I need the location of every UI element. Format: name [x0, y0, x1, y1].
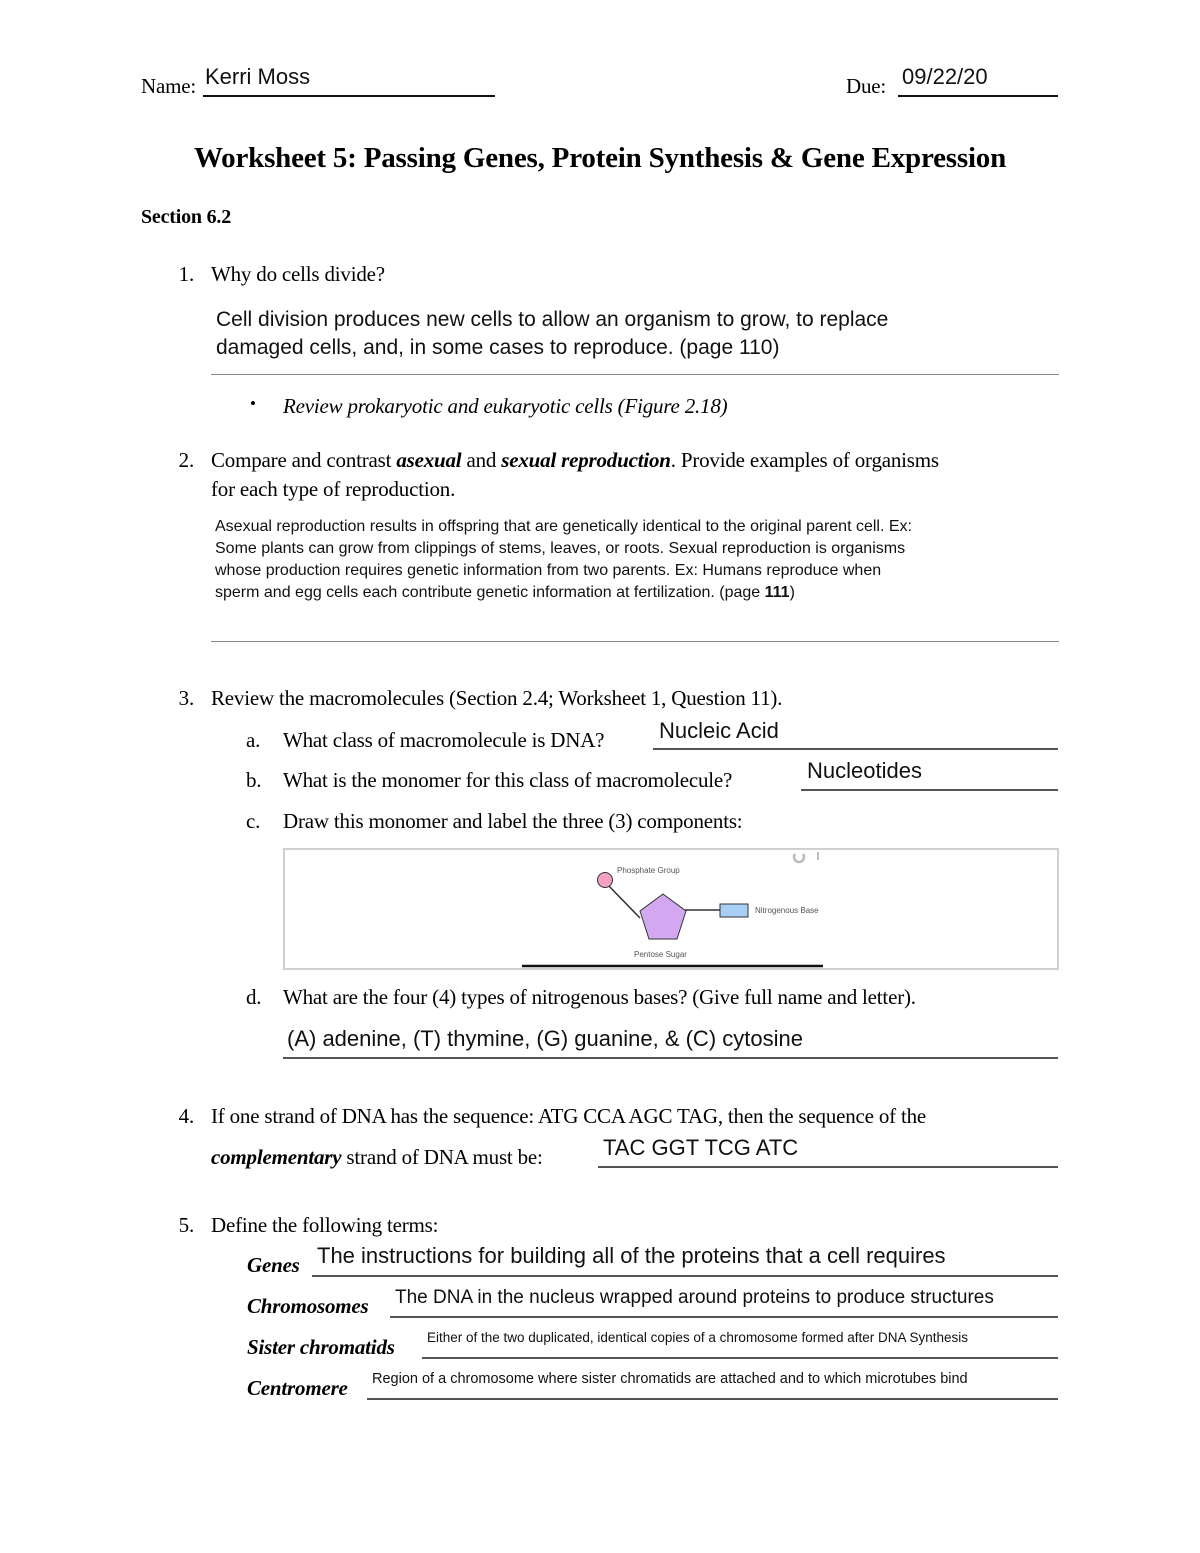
term-centromere: Centromere [247, 1376, 348, 1400]
q2-answer-line [211, 641, 1059, 642]
sugar-label: Pentose Sugar [634, 950, 687, 959]
genes-definition-field[interactable] [312, 1240, 1058, 1277]
phosphate-group-icon [598, 873, 613, 888]
sister-chromatids-definition-field[interactable] [422, 1324, 1058, 1359]
due-value: 09/22/20 [902, 64, 988, 89]
q3d-answer-field[interactable] [283, 1022, 1058, 1059]
q3a-question: What class of macromolecule is DNA? [283, 728, 605, 752]
chromosomes-definition-field[interactable] [390, 1283, 1058, 1318]
q2-answer-line3: whose production requires genetic information from two parents. Ex: Humans reproduce when [215, 562, 882, 579]
sister-chromatids-definition: Either of the two duplicated, identical copies of a chromosome formed after DNA Synthesis [427, 1330, 969, 1345]
q2-text-1: Compare and contrast [211, 448, 397, 472]
q2-question [211, 448, 939, 473]
q3b-answer-field[interactable] [801, 756, 1058, 791]
centromere-definition-field[interactable] [367, 1365, 1058, 1400]
q4-number: 4. [178, 1104, 194, 1128]
q2-answer-end: ) [789, 584, 795, 601]
section-heading: Section 6.2 [141, 206, 232, 228]
q1-answer-line2: damaged cells, and, in some cases to reproduce. (page 110) [216, 336, 780, 359]
q3c-question: Draw this monomer and label the three (3) components: [283, 809, 743, 833]
q2-text-2: . Provide examples of organisms [670, 448, 939, 472]
q4-complementary: complementary [211, 1145, 342, 1169]
q4-answer: TAC GGT TCG ATC [603, 1135, 799, 1160]
q3b-question: What is the monomer for this class of macromolecule? [283, 768, 733, 792]
q3b-answer: Nucleotides [807, 758, 922, 783]
q3-question: Review the macromolecules (Section 2.4; Worksheet 1, Question 11). [211, 686, 783, 710]
q1-number: 1. [178, 262, 194, 286]
q2-answer-line4 [215, 584, 795, 602]
q1-review-note: Review prokaryotic and eukaryotic cells (Figure 2.18) [283, 394, 728, 418]
due-label: Due: [846, 74, 887, 98]
nucleotide-diagram-box [283, 848, 1059, 970]
corner-mark-icon [794, 854, 804, 862]
q5-number: 5. [178, 1213, 194, 1237]
q2-number: 2. [178, 448, 194, 472]
nitrogenous-base-icon [720, 904, 748, 917]
q4-question-line1: If one strand of DNA has the sequence: ATG CCA AGC TAG, then the sequence of the [211, 1104, 927, 1128]
q1-answer-line [211, 374, 1059, 375]
q5-question: Define the following terms: [211, 1213, 439, 1237]
q1-question: Why do cells divide? [211, 262, 385, 286]
chromosomes-definition: The DNA in the nucleus wrapped around proteins to produce structures [395, 1287, 994, 1308]
phosphate-label: Phosphate Group [617, 866, 680, 875]
q2-question-line2: for each type of reproduction. [211, 477, 456, 501]
nucleotide-diagram [285, 850, 1057, 968]
due-field[interactable] [898, 62, 1058, 97]
name-value: Kerri Moss [205, 64, 311, 89]
bullet-icon: • [250, 394, 256, 413]
term-sister-chromatids: Sister chromatids [247, 1335, 395, 1359]
q3-number: 3. [178, 686, 194, 710]
q2-sexual: sexual reproduction [501, 448, 671, 472]
pentose-sugar-icon [640, 894, 686, 939]
q3d-label: d. [246, 985, 262, 1009]
page-title: Worksheet 5: Passing Genes, Protein Synthesis & Gene Expression [193, 142, 1007, 174]
q3d-question: What are the four (4) types of nitrogenous bases? (Give full name and letter). [283, 985, 916, 1009]
q3a-answer: Nucleic Acid [659, 718, 779, 743]
centromere-definition: Region of a chromosome where sister chromatids are attached and to which microtubes bind [372, 1371, 968, 1387]
q2-answer-text: sperm and egg cells each contribute genetic information at fertilization. (page [215, 584, 765, 601]
name-field[interactable] [203, 62, 495, 97]
q2-answer-line2: Some plants can grow from clippings of stems, leaves, or roots. Sexual reproduction is organisms [215, 540, 906, 557]
q4-question-rest: strand of DNA must be: [341, 1145, 543, 1169]
term-chromosomes: Chromosomes [247, 1294, 369, 1318]
term-genes: Genes [247, 1253, 300, 1277]
q3a-answer-field[interactable] [653, 716, 1058, 750]
q3d-answer: (A) adenine, (T) thymine, (G) guanine, & (C) cytosine [287, 1026, 803, 1051]
q3c-label: c. [246, 809, 261, 833]
phosphate-bond [605, 882, 640, 918]
q3a-label: a. [246, 728, 261, 752]
q2-answer-line1: Asexual reproduction results in offspring that are genetically identical to the original parent cell. Ex: [215, 518, 912, 535]
name-label: Name: [141, 74, 196, 98]
q2-text-and: and [461, 448, 502, 472]
q2-asexual: asexual [396, 448, 462, 472]
q1-answer-line1: Cell division produces new cells to allow an organism to grow, to replace [216, 308, 889, 331]
q4-question-line2 [211, 1145, 543, 1170]
q4-answer-field[interactable] [598, 1133, 1058, 1168]
base-label: Nitrogenous Base [755, 906, 819, 915]
q3b-label: b. [246, 768, 262, 792]
genes-definition: The instructions for building all of the proteins that a cell requires [317, 1243, 946, 1268]
q2-page-number: 111 [764, 584, 790, 601]
